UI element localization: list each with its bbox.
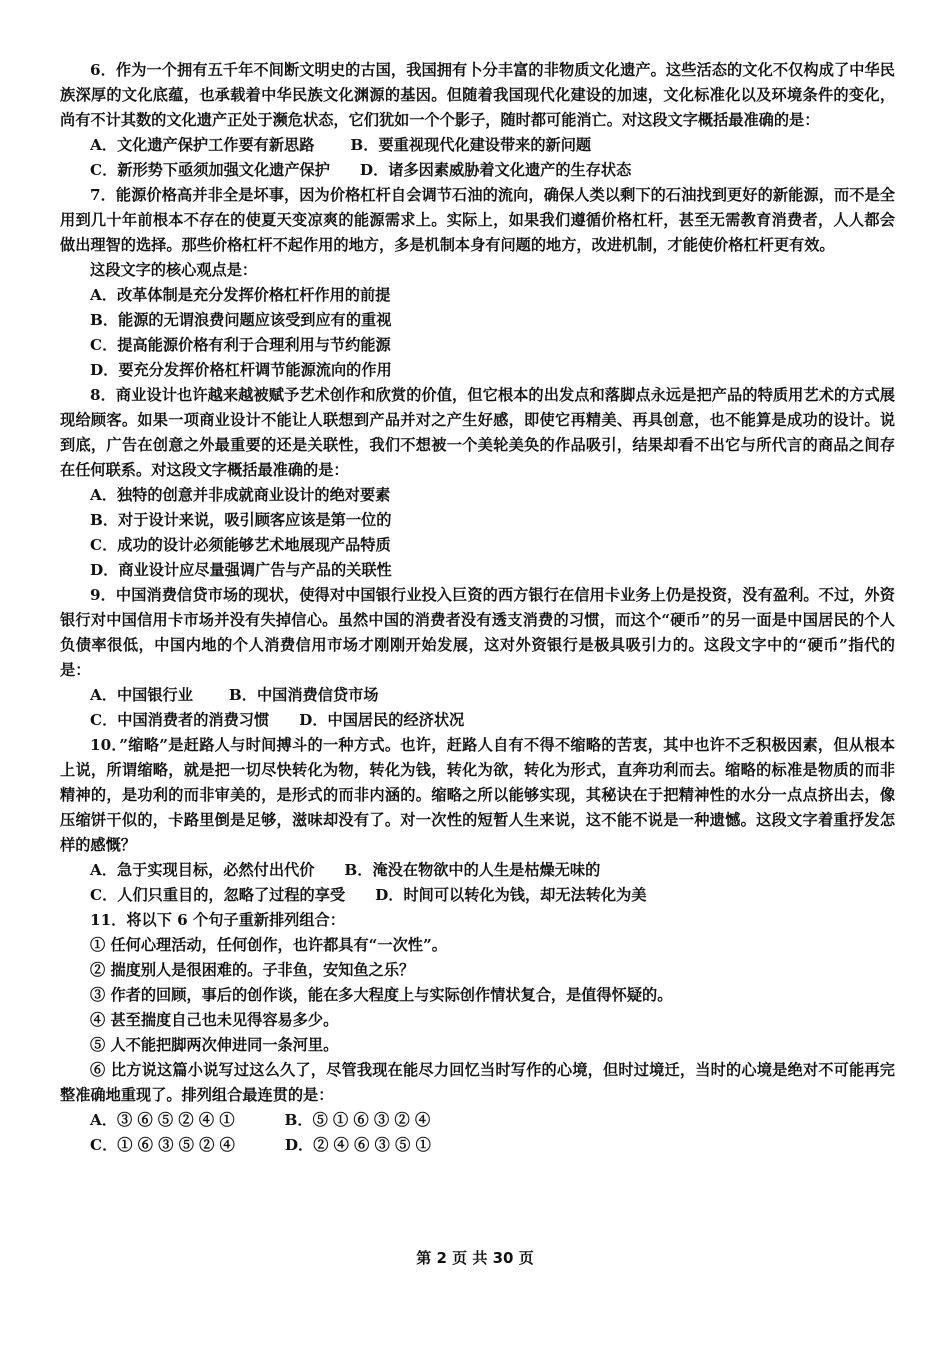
question-7-stem: 7．能源价格高并非全是坏事，因为价格杠杆自会调节石油的流向，确保人类以剩下的石油找到更好的新能源，而不是全用到几十年前根本不存在的使夏天变凉爽的能源需求上。实际上，如果我们遵循价格杠杆，甚至无需教育消费者，人人都会做出理智的选择。那些价格杠杆不起作用的地方，多是机制本身有问题的地方，改进机制，才能使价格杠杆更有效。 (60, 186, 895, 254)
question-8-option-c: C．成功的设计必须能够艺术地展现产品特质 (90, 536, 391, 554)
question-11-option-a: A．③ ⑥ ⑤ ② ④ ① (90, 1111, 235, 1129)
question-6-options-row-2 (60, 158, 895, 183)
question-11-stem: 11．将以下 6 个句子重新排列组合： (90, 911, 345, 929)
question-11-option-b: B．⑤ ① ⑥ ③ ② ④ (284, 1111, 431, 1129)
question-9-option-a: A．中国银行业 (90, 686, 193, 704)
question-11-sentence-3: ③ 作者的回顾，事后的创作谈，能在多大程度上与实际创作情状复合，是值得怀疑的。 (90, 986, 673, 1004)
question-8-stem: 8．商业设计也许越来越被赋予艺术创作和欣赏的价值，但它根本的出发点和落脚点永远是把产品的特质用艺术的方式展现给顾客。如果一项商业设计不能让人联想到产品并对之产生好感，即使它再精美、再具创意，也不能算是成功的设计。说到底，广告在创意之外最重要的还是关联性，我们不想被一个美轮美奂的作品吸引，结果却看不出它与所代言的商品之间存在任何联系。对这段文字概括最准确的是： (60, 386, 895, 479)
question-6-option-c: C．新形势下亟须加强文化遗产保护 (90, 161, 330, 179)
question-9-option-b: B．中国消费信贷市场 (228, 686, 379, 704)
question-6-option-d: D．诸多因素威胁着文化遗产的生存状态 (359, 161, 632, 179)
question-6-option-b: B．要重视现代化建设带来的新问题 (350, 136, 592, 154)
question-9-stem: 9．中国消费信贷市场的现状，使得对中国银行业投入巨资的西方银行在信用卡业务上仍是投资，没有盈利。不过，外资银行对中国信用卡市场并没有失掉信心。虽然中国的消费者没有透支消费的习惯，而这个“硬币”的另一面是中国居民的个人负债率很低，中国内地的个人消费信用市场才刚刚开始发展，这对外资银行是极具吸引力的。这段文字中的“硬币”指代的是： (60, 586, 895, 679)
question-7-option-a: A．改革体制是充分发挥价格杠杆作用的前提 (90, 286, 391, 304)
question-9-option-c: C．中国消费者的消费习惯 (90, 711, 270, 729)
question-7-option-d: D．要充分发挥价格杠杆调节能源流向的作用 (90, 361, 392, 379)
question-10-option-b: B．淹没在物欲中的人生是枯燥无味的 (344, 861, 601, 879)
question-8-option-d: D．商业设计应尽量强调广告与产品的关联性 (90, 561, 392, 579)
question-9-option-d: D．中国居民的经济状况 (299, 711, 465, 729)
question-11-option-d: D．② ④ ⑥ ③ ⑤ ① (284, 1136, 431, 1154)
question-7-option-c: C．提高能源价格有利于合理利用与节约能源 (90, 336, 391, 354)
question-9-options-row-2 (60, 708, 895, 733)
question-6-option-a: A．文化遗产保护工作要有新思路 (90, 136, 315, 154)
question-7-option-b: B．能源的无谓浪费问题应该受到应有的重视 (90, 311, 392, 329)
question-6-options-row-1 (60, 133, 895, 158)
question-10-options-row-1 (60, 858, 895, 883)
question-10-option-a: A．急于实现目标，必然付出代价 (90, 861, 315, 879)
question-10-option-c: C．人们只重目的，忽略了过程的享受 (90, 886, 346, 904)
page-number-footer: 第 2 页 共 30 页 (416, 1249, 534, 1267)
page-content (60, 58, 895, 1158)
question-10-option-d: D．时间可以转化为钱，却无法转化为美 (375, 886, 647, 904)
question-11-sentence-1: ① 任何心理活动，任何创作，也许都具有“一次性”。 (90, 936, 447, 954)
question-10-options-row-2 (60, 883, 895, 908)
question-8-option-b: B．对于设计来说，吸引顾客应该是第一位的 (90, 511, 392, 529)
question-9-options-row-1 (60, 683, 895, 708)
question-11-sentence-2: ② 揣度别人是很困难的。子非鱼，安知鱼之乐？ (90, 961, 415, 979)
question-6-stem: 6．作为一个拥有五千年不间断文明史的古国，我国拥有卜分丰富的非物质文化遗产。这些活态的文化不仅构成了中华民族深厚的文化底蕴，也承载着中华民族文化渊源的基因。但随着我国现代化建设的加速，文化标准化以及环境条件的变化，尚有不计其数的文化遗产正处于濒危状态，它们犹如一个个影子，随时都可能消亡。对这段文字概括最准确的是： (60, 61, 895, 129)
question-11-sentence-6: ⑥ 比方说这篇小说写过这么久了，尽管我现在能尽力回忆当时写作的心境，但时过境迁，当时的心境是绝对不可能再完整准确地重现了。排列组合最连贯的是： (60, 1061, 895, 1104)
question-11-sentence-5: ⑤ 人不能把脚两次伸进同一条河里。 (90, 1036, 339, 1054)
question-8-option-a: A．独特的创意并非成就商业设计的绝对要素 (90, 486, 391, 504)
question-11-sentence-4: ④ 甚至揣度自己也未见得容易多少。 (90, 1011, 339, 1029)
question-11-options-row-1 (60, 1108, 895, 1133)
question-7-prompt: 这段文字的核心观点是： (90, 261, 258, 279)
question-11-options-row-2 (60, 1133, 895, 1158)
question-10-stem: 10．”缩略”是赶路人与时间搏斗的一种方式。也许，赶路人自有不得不缩略的苦衷，其中也许不乏积极因素，但从根本上说，所谓缩略，就是把一切尽快转化为物，转化为钱，转化为欲，转化为形式，直奔功利而去。缩略的标准是物质的而非精神的，是功利的而非审美的，是形式的而非内涵的。缩略之所以能够实现，其秘诀在于把精神性的水分一点点挤出去，像压缩饼干似的，卡路里倒是足够，滋味却没有了。对一次性的短暂人生来说，这不能不说是一种遗憾。这段文字着重抒发怎样的感慨？ (60, 736, 895, 854)
question-11-option-c: C．① ⑥ ③ ⑤ ② ④ (90, 1136, 235, 1154)
